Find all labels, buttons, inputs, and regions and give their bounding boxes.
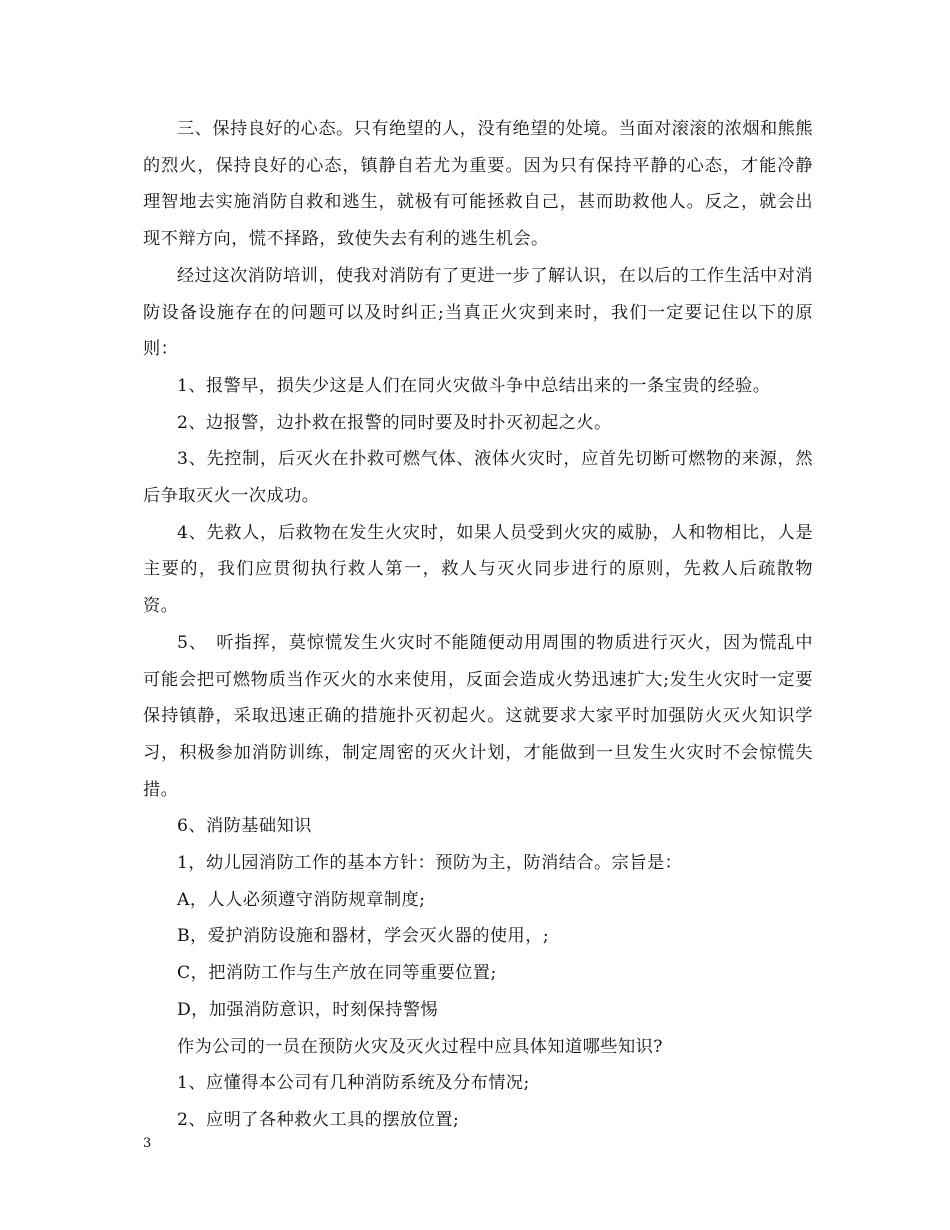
paragraph-basics-heading: 6、消防基础知识 (177, 816, 312, 837)
paragraph-training-summary: 经过这次消防培训，使我对消防有了更进一步了解认识，在以后的工作生活中对消防设备设施存在的问题可以及时纠正;当真正火灾到来时，我们一定要记住以下的原则： (143, 265, 813, 360)
paragraph-knowledge-2: 2、应明了各种救火工具的摆放位置; (177, 1109, 460, 1130)
paragraph-principle-4: 4、先救人，后救物在发生火灾时，如果人员受到火灾的威胁，人和物相比，人是主要的，我们应贯彻执行救人第一，救人与灭火同步进行的原则，先救人后疏散物资。 (143, 522, 813, 617)
paragraph-principle-1: 1、报警早，损失少这是人们在同火灾做斗争中总结出来的一条宝贵的经验。 (177, 375, 771, 396)
paragraph-knowledge-question: 作为公司的一员在预防火灾及灭火过程中应具体知道哪些知识? (177, 1036, 663, 1057)
paragraph-principle-5: 5、 听指挥，莫惊慌发生火灾时不能随便动用周围的物质进行灭火，因为慌乱中可能会把可燃物质当作灭火的水来使用，反面会造成火势迅速扩大;发生火灾时一定要保持镇静，采取迅速正确的措施扑灭初起火。这就要求大家平时加强防火灭火知识学习，积极参加消防训练，制定周密的灭火计划，才能做到一旦发生火灾时不会惊慌失措。 (143, 632, 813, 800)
paragraph-principle-3: 3、先控制，后灭火在扑救可燃气体、液体火灾时，应首先切断可燃物的来源，然后争取灭火一次成功。 (143, 449, 813, 507)
page-number: 3 (143, 1136, 152, 1151)
paragraph-policy: 1，幼儿园消防工作的基本方针：预防为主，防消结合。宗旨是： (177, 853, 683, 874)
paragraph-item-b: B，爱护消防设施和器材，学会灭火器的使用，; (177, 926, 550, 947)
paragraph-item-a: A，人人必须遵守消防规章制度; (177, 889, 426, 910)
paragraph-principle-2: 2、边报警，边扑救在报警的同时要及时扑灭初起之火。 (177, 412, 612, 433)
paragraph-item-c: C，把消防工作与生产放在同等重要位置; (177, 963, 497, 984)
paragraph-knowledge-1: 1、应懂得本公司有几种消防系统及分布情况; (177, 1073, 530, 1094)
paragraph-item-d: D，加强消防意识，时刻保持警惕 (177, 999, 439, 1020)
document-body (143, 111, 813, 1139)
paragraph-mindset: 三、保持良好的心态。只有绝望的人，没有绝望的处境。当面对滚滚的浓烟和熊熊的烈火，保持良好的心态，镇静自若尤为重要。因为只有保持平静的心态，才能冷静理智地去实施消防自救和逃生，就极有可能拯救自己，甚而助救他人。反之，就会出现不辩方向，慌不择路，致使失去有利的逃生机会。 (143, 119, 813, 250)
